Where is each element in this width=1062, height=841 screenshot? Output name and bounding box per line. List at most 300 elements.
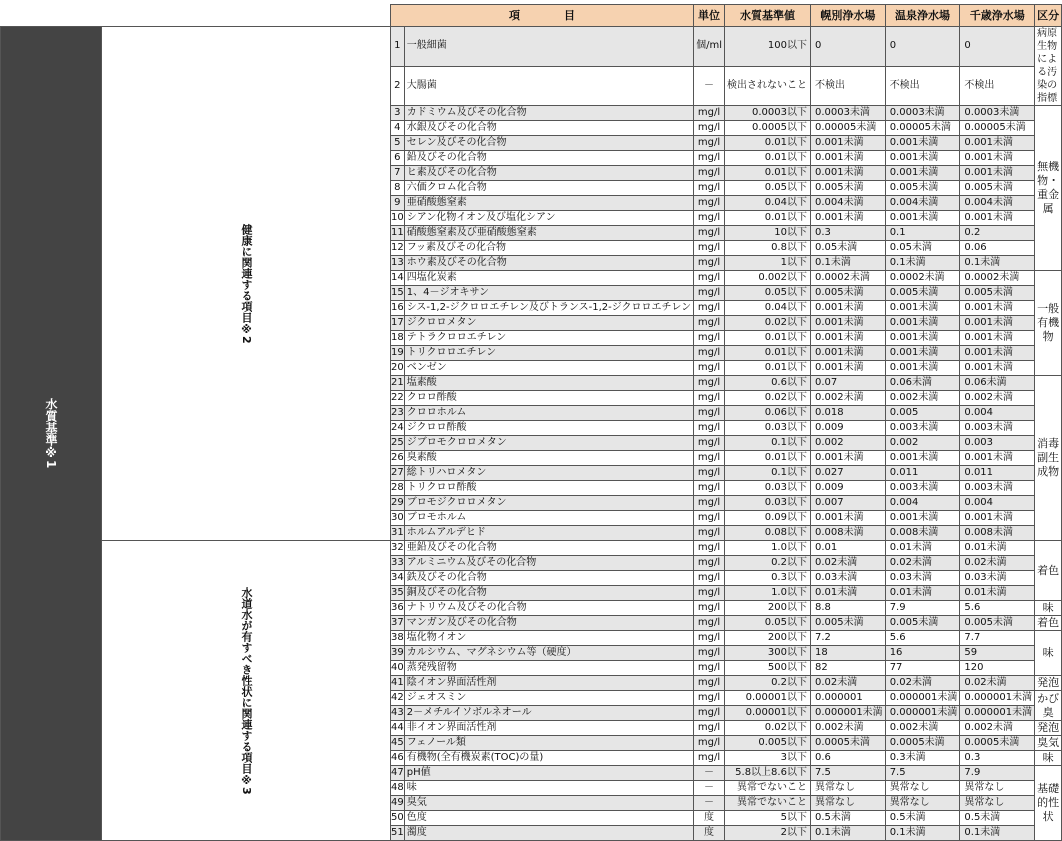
standard-value: 100以下 (724, 27, 810, 67)
item-name: 有機物(全有機炭素(TOC)の量) (404, 751, 693, 766)
item-unit: mg/l (694, 751, 725, 766)
category-label: 消毒副生成物 (1035, 376, 1062, 541)
item-unit: mg/l (694, 151, 725, 166)
item-unit: mg/l (694, 451, 725, 466)
item-name: 鉄及びその化合物 (404, 571, 693, 586)
standard-value: 0.0005以下 (724, 121, 810, 136)
onsen-value: 0.00005未満 (885, 121, 960, 136)
onsen-value: 0.003未満 (885, 421, 960, 436)
item-name: クロロホルム (404, 406, 693, 421)
item-name: 非イオン界面活性剤 (404, 721, 693, 736)
chitose-value: 0.001未満 (960, 166, 1035, 181)
onsen-value: 0.001未満 (885, 511, 960, 526)
standard-value: 異常でないこと (724, 781, 810, 796)
header-spacer (1, 5, 102, 27)
horobetsu-value: 0.05未満 (810, 241, 885, 256)
row-number: 30 (391, 511, 405, 526)
horobetsu-value: 0.001未満 (810, 136, 885, 151)
chitose-value: 0.001未満 (960, 361, 1035, 376)
onsen-value: 0.05未満 (885, 241, 960, 256)
chitose-value: 0.004 (960, 406, 1035, 421)
standard-value: 10以下 (724, 226, 810, 241)
horobetsu-value: 0.005未満 (810, 181, 885, 196)
chitose-value: 0.001未満 (960, 301, 1035, 316)
onsen-value: 0.5未満 (885, 811, 960, 826)
onsen-value: 0.001未満 (885, 211, 960, 226)
onsen-value: 0.002未満 (885, 721, 960, 736)
standard-value: 0.06以下 (724, 406, 810, 421)
item-unit: mg/l (694, 586, 725, 601)
standard-value: 1.0以下 (724, 586, 810, 601)
item-unit: mg/l (694, 496, 725, 511)
standard-value: 2以下 (724, 826, 810, 841)
item-name: 2－メチルイソボルネオール (404, 706, 693, 721)
horobetsu-value: 0.01未満 (810, 586, 885, 601)
item-name: カルシウム、マグネシウム等（硬度） (404, 646, 693, 661)
onsen-value: 0.004 (885, 496, 960, 511)
chitose-value: 0.003 (960, 436, 1035, 451)
standard-value: 0.04以下 (724, 301, 810, 316)
chitose-value: 0.5未満 (960, 811, 1035, 826)
row-number: 44 (391, 721, 405, 736)
onsen-value: 0.0005未満 (885, 736, 960, 751)
item-unit: mg/l (694, 346, 725, 361)
chitose-value: 0.1未満 (960, 256, 1035, 271)
onsen-value: 0.1未満 (885, 826, 960, 841)
chitose-value: 0.01未満 (960, 586, 1035, 601)
header-onsen: 温泉浄水場 (885, 5, 960, 27)
standard-value: 3以下 (724, 751, 810, 766)
chitose-value: 0.00005未満 (960, 121, 1035, 136)
item-unit: mg/l (694, 706, 725, 721)
item-unit: 度 (694, 826, 725, 841)
item-unit: mg/l (694, 466, 725, 481)
onsen-value: 0.001未満 (885, 346, 960, 361)
item-name: テトラクロロエチレン (404, 331, 693, 346)
onsen-value: 0.008未満 (885, 526, 960, 541)
item-name: 蒸発残留物 (404, 661, 693, 676)
item-name: 四塩化炭素 (404, 271, 693, 286)
standard-value: 0.2以下 (724, 556, 810, 571)
chitose-value: 0.000001未満 (960, 706, 1035, 721)
standard-value: 0.6以下 (724, 376, 810, 391)
category-label: 味 (1035, 751, 1062, 766)
horobetsu-value: 82 (810, 661, 885, 676)
category-label: かび臭 (1035, 691, 1062, 721)
horobetsu-value: 0.002 (810, 436, 885, 451)
header-spacer (102, 5, 391, 27)
horobetsu-value: 0.004未満 (810, 196, 885, 211)
item-unit: mg/l (694, 421, 725, 436)
horobetsu-value: 0.001未満 (810, 346, 885, 361)
category-label: 着色 (1035, 616, 1062, 631)
chitose-value: 0.001未満 (960, 331, 1035, 346)
standard-value: 0.03以下 (724, 496, 810, 511)
section-health: 健康に関連する項目※2 (102, 27, 391, 541)
header-standard: 水質基準値 (724, 5, 810, 27)
chitose-value: 0.005未満 (960, 286, 1035, 301)
item-unit: mg/l (694, 106, 725, 121)
chitose-value: 0.011 (960, 466, 1035, 481)
chitose-value: 0.001未満 (960, 211, 1035, 226)
horobetsu-value: 7.5 (810, 766, 885, 781)
chitose-value: 0.001未満 (960, 451, 1035, 466)
row-number: 17 (391, 316, 405, 331)
header-chitose: 千歳浄水場 (960, 5, 1035, 27)
chitose-value: 0.02未満 (960, 556, 1035, 571)
row-number: 29 (391, 496, 405, 511)
chitose-value: 0.01未満 (960, 541, 1035, 556)
horobetsu-value: 0.01 (810, 541, 885, 556)
item-name: ジクロロ酢酸 (404, 421, 693, 436)
onsen-value: 0.005未満 (885, 286, 960, 301)
standard-value: 1.0以下 (724, 541, 810, 556)
standard-value: 200以下 (724, 601, 810, 616)
row-number: 47 (391, 766, 405, 781)
onsen-value: 0.003未満 (885, 481, 960, 496)
onsen-value: 0.001未満 (885, 301, 960, 316)
onsen-value: 0.06未満 (885, 376, 960, 391)
chitose-value: 不検出 (960, 66, 1035, 106)
standard-value: 0.00001以下 (724, 706, 810, 721)
standard-value: 0.01以下 (724, 346, 810, 361)
header-item: 項 目 (391, 5, 694, 27)
standard-value: 0.01以下 (724, 361, 810, 376)
row-number: 1 (391, 27, 405, 67)
row-number: 39 (391, 646, 405, 661)
row-number: 28 (391, 481, 405, 496)
horobetsu-value: 0.005未満 (810, 286, 885, 301)
horobetsu-value: 0.001未満 (810, 301, 885, 316)
item-unit: mg/l (694, 541, 725, 556)
row-number: 11 (391, 226, 405, 241)
item-unit: mg/l (694, 406, 725, 421)
item-name: ナトリウム及びその化合物 (404, 601, 693, 616)
horobetsu-value: 0.009 (810, 421, 885, 436)
category-label: 味 (1035, 601, 1062, 616)
item-name: 銅及びその化合物 (404, 586, 693, 601)
chitose-value: 0.003未満 (960, 481, 1035, 496)
chitose-value: 0.004 (960, 496, 1035, 511)
horobetsu-value: 0.001未満 (810, 166, 885, 181)
item-unit: mg/l (694, 571, 725, 586)
horobetsu-value: 0.6 (810, 751, 885, 766)
onsen-value: 0.005未満 (885, 181, 960, 196)
row-number: 36 (391, 601, 405, 616)
chitose-value: 0.002未満 (960, 391, 1035, 406)
row-number: 21 (391, 376, 405, 391)
standard-value: 0.02以下 (724, 391, 810, 406)
category-label: 臭気 (1035, 736, 1062, 751)
item-unit: mg/l (694, 226, 725, 241)
item-name: pH値 (404, 766, 693, 781)
item-name: 総トリハロメタン (404, 466, 693, 481)
category-label: 発泡 (1035, 721, 1062, 736)
standard-value: 0.01以下 (724, 166, 810, 181)
standard-value: 0.01以下 (724, 211, 810, 226)
onsen-value: 0.001未満 (885, 361, 960, 376)
horobetsu-value: 0.002未満 (810, 721, 885, 736)
item-unit: － (694, 66, 725, 106)
header-row (1, 5, 1062, 27)
row-number: 33 (391, 556, 405, 571)
onsen-value: 0.000001未満 (885, 691, 960, 706)
item-unit: mg/l (694, 211, 725, 226)
item-name: 鉛及びその化合物 (404, 151, 693, 166)
category-label: 一般有機物 (1035, 271, 1062, 376)
onsen-value: 0 (885, 27, 960, 67)
chitose-value: 0.002未満 (960, 721, 1035, 736)
onsen-value: 不検出 (885, 66, 960, 106)
header-unit: 単位 (694, 5, 725, 27)
item-name: ホルムアルデヒド (404, 526, 693, 541)
standard-value: 0.02以下 (724, 721, 810, 736)
horobetsu-value: 0.3 (810, 226, 885, 241)
row-number: 25 (391, 436, 405, 451)
item-unit: － (694, 766, 725, 781)
standard-value: 異常でないこと (724, 796, 810, 811)
item-unit: mg/l (694, 511, 725, 526)
item-name: ホウ素及びその化合物 (404, 256, 693, 271)
chitose-value: 7.7 (960, 631, 1035, 646)
onsen-value: 0.002未満 (885, 391, 960, 406)
row-number: 2 (391, 66, 405, 106)
item-unit: mg/l (694, 661, 725, 676)
table-row (1, 27, 1062, 67)
item-unit: mg/l (694, 736, 725, 751)
item-name: ヒ素及びその化合物 (404, 166, 693, 181)
row-number: 14 (391, 271, 405, 286)
item-name: 塩素酸 (404, 376, 693, 391)
water-quality-table (0, 4, 1062, 841)
onsen-value: 0.001未満 (885, 451, 960, 466)
horobetsu-value: 0.008未満 (810, 526, 885, 541)
onsen-value: 77 (885, 661, 960, 676)
standard-value: 0.04以下 (724, 196, 810, 211)
item-unit: mg/l (694, 316, 725, 331)
item-name: 濁度 (404, 826, 693, 841)
item-name: アルミニウム及びその化合物 (404, 556, 693, 571)
horobetsu-value: 0.0002未満 (810, 271, 885, 286)
onsen-value: 異常なし (885, 796, 960, 811)
chitose-value: 0.3 (960, 751, 1035, 766)
onsen-value: 5.6 (885, 631, 960, 646)
onsen-value: 0.0003未満 (885, 106, 960, 121)
item-unit: mg/l (694, 556, 725, 571)
row-number: 15 (391, 286, 405, 301)
row-number: 48 (391, 781, 405, 796)
item-unit: mg/l (694, 676, 725, 691)
chitose-value: 0.0005未満 (960, 736, 1035, 751)
standard-value: 300以下 (724, 646, 810, 661)
standard-value: 0.00001以下 (724, 691, 810, 706)
row-number: 43 (391, 706, 405, 721)
item-name: トリクロロ酢酸 (404, 481, 693, 496)
onsen-value: 0.001未満 (885, 316, 960, 331)
row-number: 38 (391, 631, 405, 646)
item-unit: mg/l (694, 361, 725, 376)
horobetsu-value: 0.0003未満 (810, 106, 885, 121)
horobetsu-value: 0.001未満 (810, 211, 885, 226)
row-number: 51 (391, 826, 405, 841)
section-water-quality-standard: 水質基準※1 (1, 27, 102, 841)
item-unit: mg/l (694, 601, 725, 616)
standard-value: 0.1以下 (724, 436, 810, 451)
chitose-value: 0.001未満 (960, 151, 1035, 166)
horobetsu-value: 0.009 (810, 481, 885, 496)
row-number: 18 (391, 331, 405, 346)
row-number: 49 (391, 796, 405, 811)
chitose-value: 0.003未満 (960, 421, 1035, 436)
row-number: 22 (391, 391, 405, 406)
standard-value: 0.3以下 (724, 571, 810, 586)
row-number: 20 (391, 361, 405, 376)
horobetsu-value: 異常なし (810, 796, 885, 811)
onsen-value: 0.005未満 (885, 616, 960, 631)
row-number: 37 (391, 616, 405, 631)
item-unit: － (694, 781, 725, 796)
item-name: ベンゼン (404, 361, 693, 376)
chitose-value: 59 (960, 646, 1035, 661)
item-name: 陰イオン界面活性剤 (404, 676, 693, 691)
category-label: 病原生物による汚染の指標 (1035, 27, 1062, 106)
category-label: 基礎的性状 (1035, 766, 1062, 841)
standard-value: 0.1以下 (724, 466, 810, 481)
item-unit: 度 (694, 811, 725, 826)
standard-value: 0.03以下 (724, 421, 810, 436)
row-number: 16 (391, 301, 405, 316)
item-name: ブロモジクロロメタン (404, 496, 693, 511)
onsen-value: 0.005 (885, 406, 960, 421)
item-unit: mg/l (694, 166, 725, 181)
onsen-value: 0.01未満 (885, 586, 960, 601)
chitose-value: 0.0003未満 (960, 106, 1035, 121)
row-number: 4 (391, 121, 405, 136)
item-name: ジェオスミン (404, 691, 693, 706)
chitose-value: 0.001未満 (960, 346, 1035, 361)
row-number: 34 (391, 571, 405, 586)
item-unit: － (694, 796, 725, 811)
item-name: 六価クロム化合物 (404, 181, 693, 196)
row-number: 6 (391, 151, 405, 166)
item-name: 亜鉛及びその化合物 (404, 541, 693, 556)
item-unit: mg/l (694, 301, 725, 316)
horobetsu-value: 0.007 (810, 496, 885, 511)
row-number: 19 (391, 346, 405, 361)
onsen-value: 0.1未満 (885, 256, 960, 271)
item-unit: mg/l (694, 196, 725, 211)
chitose-value: 0.005未満 (960, 616, 1035, 631)
standard-value: 500以下 (724, 661, 810, 676)
onsen-value: 7.5 (885, 766, 960, 781)
category-label: 着色 (1035, 541, 1062, 601)
standard-value: 0.005以下 (724, 736, 810, 751)
row-number: 7 (391, 166, 405, 181)
onsen-value: 0.0002未満 (885, 271, 960, 286)
standard-value: 0.05以下 (724, 286, 810, 301)
onsen-value: 0.001未満 (885, 331, 960, 346)
horobetsu-value: 0.001未満 (810, 361, 885, 376)
item-name: 水銀及びその化合物 (404, 121, 693, 136)
chitose-value: 120 (960, 661, 1035, 676)
standard-value: 1以下 (724, 256, 810, 271)
horobetsu-value: 0 (810, 27, 885, 67)
horobetsu-value: 不検出 (810, 66, 885, 106)
standard-value: 0.01以下 (724, 331, 810, 346)
horobetsu-value: 0.0005未満 (810, 736, 885, 751)
item-unit: 個/ml (694, 27, 725, 67)
horobetsu-value: 0.1未満 (810, 256, 885, 271)
item-unit: mg/l (694, 631, 725, 646)
row-number: 10 (391, 211, 405, 226)
row-number: 12 (391, 241, 405, 256)
item-name: シアン化物イオン及び塩化シアン (404, 211, 693, 226)
row-number: 45 (391, 736, 405, 751)
standard-value: 0.002以下 (724, 271, 810, 286)
row-number: 5 (391, 136, 405, 151)
item-unit: mg/l (694, 136, 725, 151)
item-name: 大腸菌 (404, 66, 693, 106)
item-unit: mg/l (694, 526, 725, 541)
onsen-value: 0.1 (885, 226, 960, 241)
header-horobetsu: 幌別浄水場 (810, 5, 885, 27)
standard-value: 200以下 (724, 631, 810, 646)
item-unit: mg/l (694, 721, 725, 736)
item-name: セレン及びその化合物 (404, 136, 693, 151)
standard-value: 0.05以下 (724, 616, 810, 631)
onsen-value: 0.03未満 (885, 571, 960, 586)
item-name: 硝酸態窒素及び亜硝酸態窒素 (404, 226, 693, 241)
row-number: 41 (391, 676, 405, 691)
row-number: 31 (391, 526, 405, 541)
header-category: 区分 (1035, 5, 1062, 27)
standard-value: 0.09以下 (724, 511, 810, 526)
horobetsu-value: 0.002未満 (810, 391, 885, 406)
horobetsu-value: 0.005未満 (810, 616, 885, 631)
chitose-value: 0.1未満 (960, 826, 1035, 841)
standard-value: 0.05以下 (724, 181, 810, 196)
item-name: トリクロロエチレン (404, 346, 693, 361)
chitose-value: 0.008未満 (960, 526, 1035, 541)
item-unit: mg/l (694, 286, 725, 301)
item-unit: mg/l (694, 481, 725, 496)
horobetsu-value: 8.8 (810, 601, 885, 616)
standard-value: 0.03以下 (724, 481, 810, 496)
onsen-value: 16 (885, 646, 960, 661)
horobetsu-value: 0.001未満 (810, 331, 885, 346)
item-name: 臭素酸 (404, 451, 693, 466)
chitose-value: 0.06未満 (960, 376, 1035, 391)
chitose-value: 0.02未満 (960, 676, 1035, 691)
row-number: 50 (391, 811, 405, 826)
item-unit: mg/l (694, 391, 725, 406)
chitose-value: 0.005未満 (960, 181, 1035, 196)
item-unit: mg/l (694, 121, 725, 136)
item-name: マンガン及びその化合物 (404, 616, 693, 631)
chitose-value: 0.001未満 (960, 316, 1035, 331)
horobetsu-value: 0.00005未満 (810, 121, 885, 136)
standard-value: 0.0003以下 (724, 106, 810, 121)
item-unit: mg/l (694, 376, 725, 391)
item-unit: mg/l (694, 181, 725, 196)
standard-value: 0.01以下 (724, 136, 810, 151)
item-name: フェノール類 (404, 736, 693, 751)
standard-value: 0.02以下 (724, 316, 810, 331)
standard-value: 0.01以下 (724, 451, 810, 466)
onsen-value: 0.002 (885, 436, 960, 451)
horobetsu-value: 7.2 (810, 631, 885, 646)
chitose-value: 0.001未満 (960, 136, 1035, 151)
